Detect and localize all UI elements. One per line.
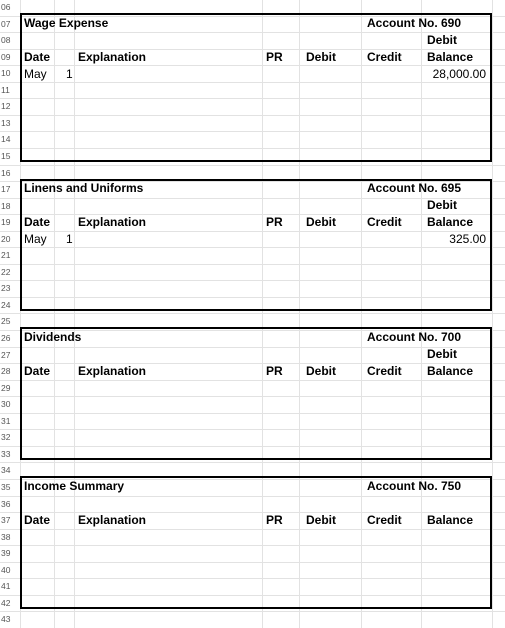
row-number[interactable]: 31: [1, 416, 11, 426]
row-number[interactable]: 43: [1, 614, 11, 624]
credit-header[interactable]: Credit: [367, 513, 402, 527]
row-number[interactable]: 16: [1, 168, 11, 178]
debit-header[interactable]: Debit: [306, 50, 336, 64]
explanation-header[interactable]: Explanation: [78, 50, 147, 64]
row-number[interactable]: 14: [1, 134, 11, 144]
credit-header[interactable]: Credit: [367, 364, 402, 378]
row-number[interactable]: 27: [1, 350, 11, 360]
debit-header[interactable]: Debit: [306, 513, 336, 527]
row-number[interactable]: 19: [1, 217, 11, 227]
row-number[interactable]: 39: [1, 548, 11, 558]
row-number[interactable]: 15: [1, 151, 11, 161]
ledger-box-wage-expense: [20, 13, 492, 162]
row-number[interactable]: 29: [1, 383, 11, 393]
account-number[interactable]: Account No. 690: [367, 16, 462, 30]
debit-header[interactable]: Debit: [306, 215, 336, 229]
pr-header[interactable]: PR: [266, 215, 283, 229]
row-number[interactable]: 32: [1, 432, 11, 442]
debit-header[interactable]: Debit: [306, 364, 336, 378]
row-number[interactable]: 20: [1, 234, 11, 244]
entry-day[interactable]: 1: [66, 67, 73, 81]
row-gridline: [0, 462, 505, 463]
explanation-header[interactable]: Explanation: [78, 364, 147, 378]
entry-day[interactable]: 1: [66, 232, 73, 246]
ledger-box-income-summary: [20, 476, 492, 609]
account-number[interactable]: Account No. 700: [367, 330, 462, 344]
account-title[interactable]: Wage Expense: [24, 16, 109, 30]
debit-header-top[interactable]: Debit: [427, 198, 457, 212]
row-number[interactable]: 06: [1, 2, 11, 12]
row-number[interactable]: 34: [1, 465, 11, 475]
pr-header[interactable]: PR: [266, 513, 283, 527]
date-header[interactable]: Date: [24, 364, 51, 378]
account-title[interactable]: Income Summary: [24, 479, 125, 493]
entry-balance[interactable]: 325.00: [449, 232, 486, 246]
row-number[interactable]: 10: [1, 68, 11, 78]
row-number[interactable]: 35: [1, 482, 11, 492]
row-number[interactable]: 25: [1, 316, 11, 326]
balance-header[interactable]: Balance: [427, 215, 474, 229]
entry-month[interactable]: May: [24, 67, 47, 81]
debit-header-top[interactable]: Debit: [427, 33, 457, 47]
row-number[interactable]: 30: [1, 399, 11, 409]
pr-header[interactable]: PR: [266, 364, 283, 378]
ledger-box-dividends: [20, 327, 492, 460]
row-number[interactable]: 22: [1, 267, 11, 277]
row-number[interactable]: 41: [1, 581, 11, 591]
row-number[interactable]: 11: [1, 85, 10, 95]
account-number[interactable]: Account No. 750: [367, 479, 462, 493]
row-number[interactable]: 36: [1, 499, 11, 509]
date-header[interactable]: Date: [24, 513, 51, 527]
account-title[interactable]: Dividends: [24, 330, 82, 344]
balance-header[interactable]: Balance: [427, 364, 474, 378]
explanation-header[interactable]: Explanation: [78, 513, 147, 527]
credit-header[interactable]: Credit: [367, 215, 402, 229]
explanation-header[interactable]: Explanation: [78, 215, 147, 229]
row-gridline: [0, 313, 505, 314]
row-gridline: [0, 611, 505, 612]
row-number[interactable]: 08: [1, 35, 11, 45]
row-number[interactable]: 09: [1, 52, 11, 62]
entry-month[interactable]: May: [24, 232, 47, 246]
row-number[interactable]: 17: [1, 184, 11, 194]
account-title[interactable]: Linens and Uniforms: [24, 181, 144, 195]
row-number[interactable]: 24: [1, 300, 11, 310]
row-number[interactable]: 23: [1, 283, 11, 293]
pr-header[interactable]: PR: [266, 50, 283, 64]
row-number[interactable]: 12: [1, 101, 11, 111]
row-number[interactable]: 33: [1, 449, 11, 459]
row-number[interactable]: 37: [1, 515, 11, 525]
credit-header[interactable]: Credit: [367, 50, 402, 64]
row-number[interactable]: 13: [1, 118, 11, 128]
row-number[interactable]: 26: [1, 333, 11, 343]
row-number[interactable]: 38: [1, 532, 11, 542]
date-header[interactable]: Date: [24, 50, 51, 64]
column-gridline: [492, 0, 493, 628]
row-number[interactable]: 07: [1, 19, 11, 29]
balance-header[interactable]: Balance: [427, 513, 474, 527]
balance-header[interactable]: Balance: [427, 50, 474, 64]
row-gridline: [0, 165, 505, 166]
debit-header-top[interactable]: Debit: [427, 347, 457, 361]
row-number[interactable]: 18: [1, 201, 11, 211]
row-number[interactable]: 42: [1, 598, 11, 608]
account-number[interactable]: Account No. 695: [367, 181, 462, 195]
row-number[interactable]: 40: [1, 565, 11, 575]
row-number[interactable]: 28: [1, 366, 11, 376]
entry-balance[interactable]: 28,000.00: [432, 67, 486, 81]
date-header[interactable]: Date: [24, 215, 51, 229]
row-number[interactable]: 21: [1, 250, 11, 260]
